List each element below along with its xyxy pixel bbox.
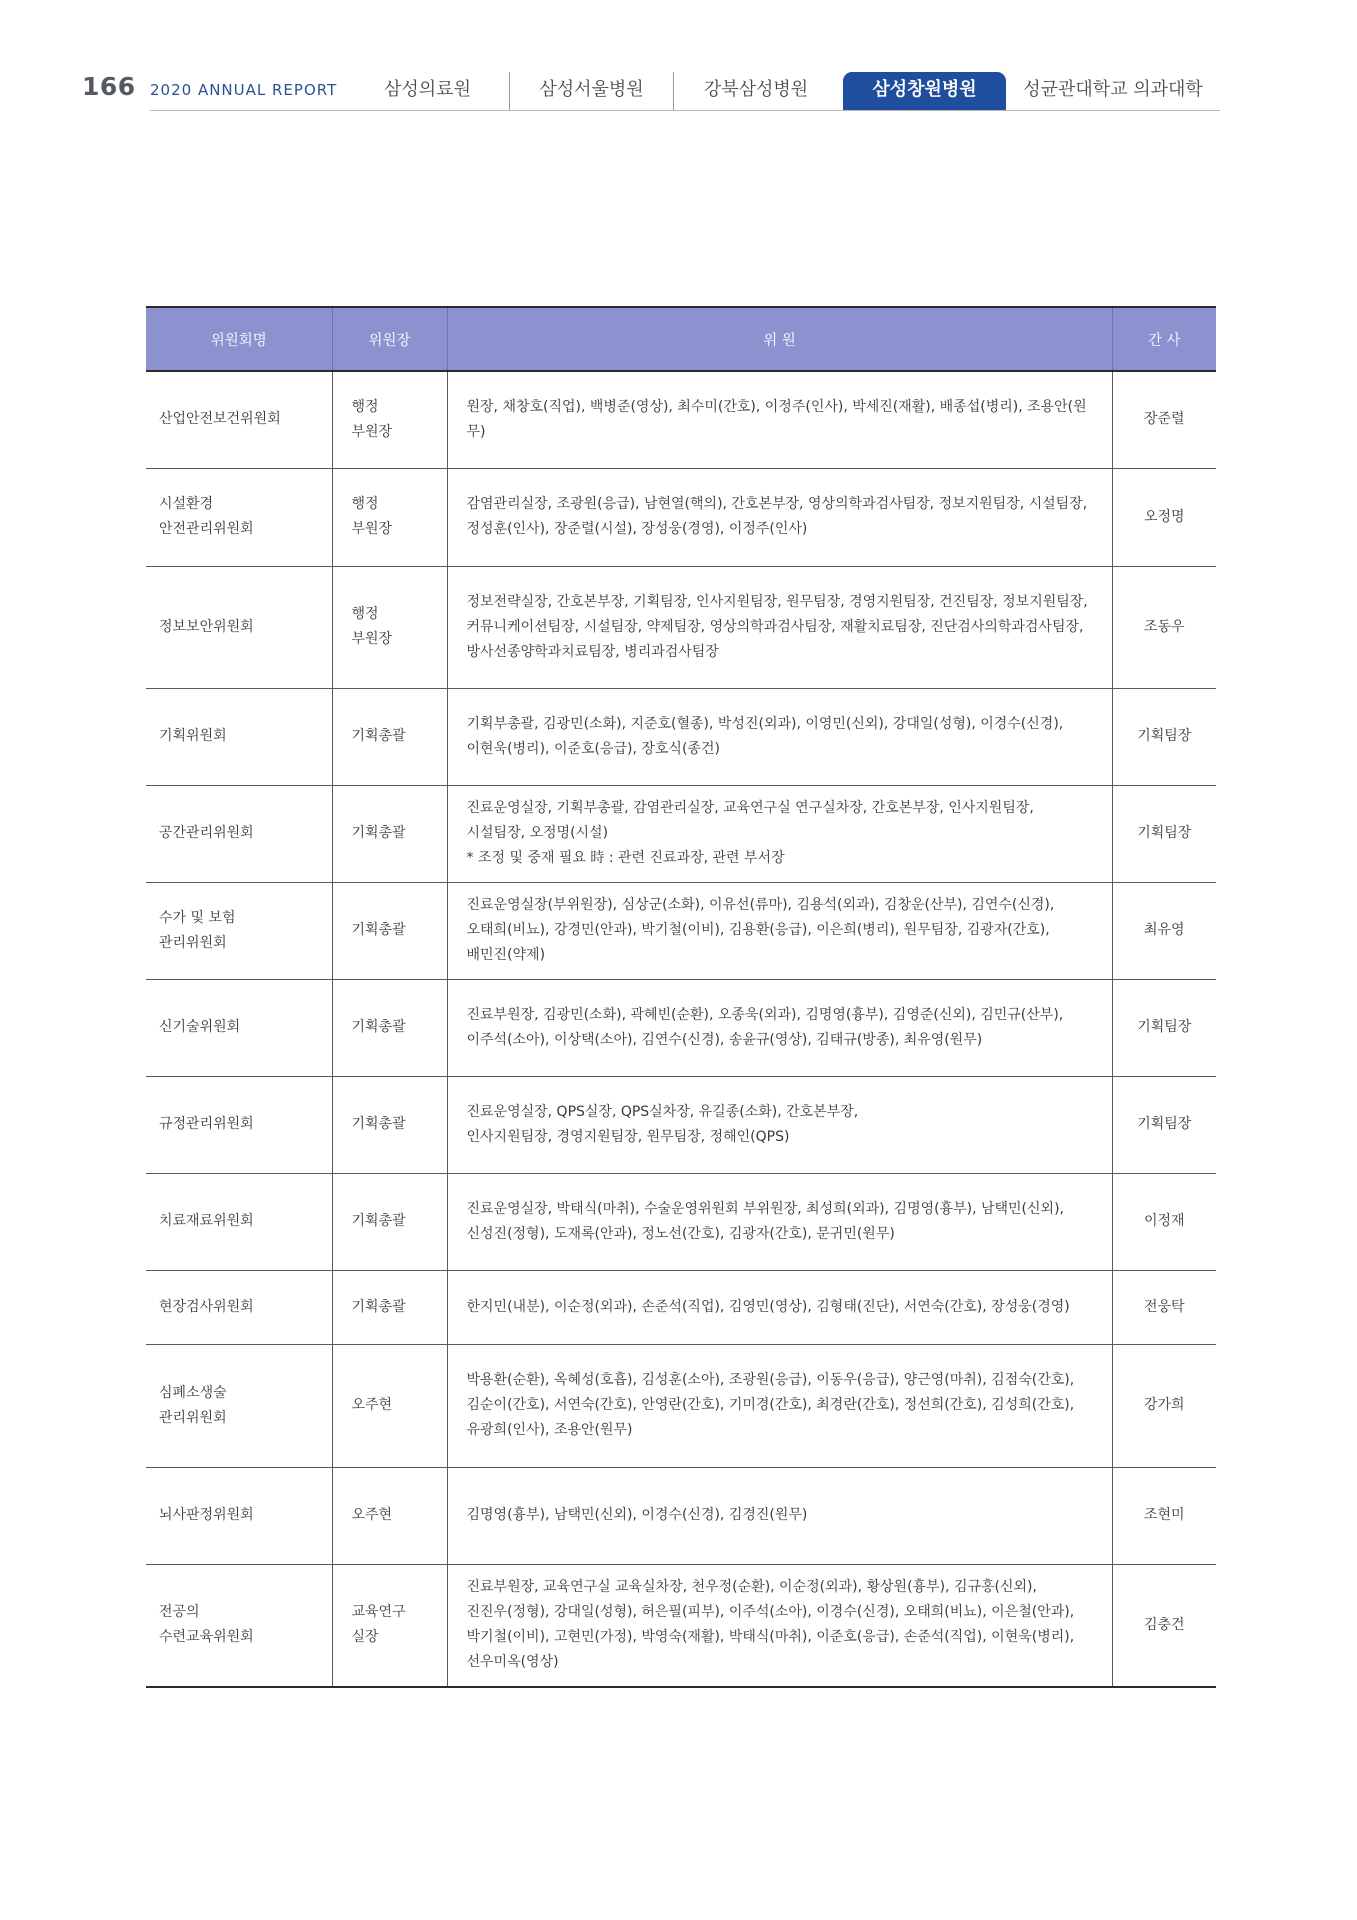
committee-secretary: 최유영 bbox=[1112, 882, 1216, 979]
committee-chair: 오주현 bbox=[332, 1344, 447, 1467]
committee-secretary: 기획팀장 bbox=[1112, 1076, 1216, 1173]
committee-name: 심폐소생술 관리위원회 bbox=[146, 1344, 332, 1467]
committee-secretary: 기획팀장 bbox=[1112, 688, 1216, 785]
committee-chair: 오주현 bbox=[332, 1467, 447, 1564]
committee-chair: 기획총괄 bbox=[332, 1076, 447, 1173]
header-members: 위 원 bbox=[447, 307, 1112, 371]
table-row bbox=[146, 1076, 1216, 1173]
committee-name: 규정관리위원회 bbox=[146, 1076, 332, 1173]
committee-secretary: 전웅탁 bbox=[1112, 1270, 1216, 1344]
header-secretary: 간 사 bbox=[1112, 307, 1216, 371]
committee-secretary: 기획팀장 bbox=[1112, 979, 1216, 1076]
committee-secretary: 김충건 bbox=[1112, 1564, 1216, 1687]
tab-samsung-changwon-hospital[interactable]: 삼성창원병원 bbox=[843, 72, 1006, 110]
tab-skku-medical-school[interactable]: 성균관대학교 의과대학 bbox=[1023, 79, 1203, 100]
committee-name: 산업안전보건위원회 bbox=[146, 371, 332, 468]
committee-name: 현장검사위원회 bbox=[146, 1270, 332, 1344]
table-row bbox=[146, 371, 1216, 468]
committee-members: 진료부원장, 김광민(소화), 곽혜빈(순환), 오종욱(외과), 김명영(흉부), 김영준(신외), 김민규(산부), 이주석(소아), 이상택(소아), 김연수(신경), 송윤규(영상), 김태규(방종), 최유영(원무) bbox=[447, 979, 1112, 1076]
committee-name: 치료재료위원회 bbox=[146, 1173, 332, 1270]
committee-chair: 교육연구 실장 bbox=[332, 1564, 447, 1687]
table-row bbox=[146, 785, 1216, 882]
table-row bbox=[146, 1467, 1216, 1564]
committee-chair: 기획총괄 bbox=[332, 979, 447, 1076]
committee-name: 정보보안위원회 bbox=[146, 566, 332, 688]
table-row bbox=[146, 1270, 1216, 1344]
table-row bbox=[146, 468, 1216, 566]
committee-secretary: 오정명 bbox=[1112, 468, 1216, 566]
table-row bbox=[146, 882, 1216, 979]
tab-samsung-medical-center[interactable]: 삼성의료원 bbox=[384, 79, 471, 100]
committee-chair: 행정 부원장 bbox=[332, 468, 447, 566]
tab-samsung-seoul-hospital[interactable]: 삼성서울병원 bbox=[509, 72, 673, 110]
committee-chair: 기획총괄 bbox=[332, 785, 447, 882]
table-header-row bbox=[146, 307, 1216, 371]
table-row bbox=[146, 1564, 1216, 1687]
page-number: 166 bbox=[82, 72, 136, 101]
committee-members: 진료운영실장(부위원장), 심상군(소화), 이유선(류마), 김용석(외과), 김창운(산부), 김연수(신경), 오태희(비뇨), 강경민(안과), 박기철(이비), 김용환(응급), 이은희(병리), 원무팀장, 김광자(간호), 배민진(약제) bbox=[447, 882, 1112, 979]
committee-secretary: 강가희 bbox=[1112, 1344, 1216, 1467]
section-tabs bbox=[0, 72, 1357, 110]
committee-members: 진료부원장, 교육연구실 교육실차장, 천우정(순환), 이순정(외과), 황상원(흉부), 김규홍(신외), 진진우(정형), 강대일(성형), 허은필(피부), 이주석(소아), 이경수(신경), 오태희(비뇨), 이은철(안과), 박기철(이비), 고현민(가정), 박영숙(재활), 박태식(마취), 이준호(응급), 손준석(직업), 이현욱(병리), 선우미옥(영상) bbox=[447, 1564, 1112, 1687]
tab-kangbuk-samsung-hospital[interactable]: 강북삼성병원 bbox=[673, 72, 838, 110]
committee-name: 시설환경 안전관리위원회 bbox=[146, 468, 332, 566]
committee-chair: 기획총괄 bbox=[332, 1173, 447, 1270]
table-row bbox=[146, 979, 1216, 1076]
committee-secretary: 조현미 bbox=[1112, 1467, 1216, 1564]
committee-members: 정보전략실장, 간호본부장, 기획팀장, 인사지원팀장, 원무팀장, 경영지원팀장, 건진팀장, 정보지원팀장, 커뮤니케이션팀장, 시설팀장, 약제팀장, 영상의학과검사팀장, 재활치료팀장, 진단검사의학과검사팀장, 방사선종양학과치료팀장, 병리과검사팀장 bbox=[447, 566, 1112, 688]
committee-secretary: 조동우 bbox=[1112, 566, 1216, 688]
report-title: 2020 ANNUAL REPORT bbox=[150, 81, 338, 99]
committee-name: 공간관리위원회 bbox=[146, 785, 332, 882]
header-rule bbox=[150, 110, 1220, 111]
committee-chair: 행정 부원장 bbox=[332, 566, 447, 688]
committee-secretary: 이정재 bbox=[1112, 1173, 1216, 1270]
committee-name: 신기술위원회 bbox=[146, 979, 332, 1076]
committee-name: 수가 및 보험 관리위원회 bbox=[146, 882, 332, 979]
committee-secretary: 기획팀장 bbox=[1112, 785, 1216, 882]
committee-name: 기획위원회 bbox=[146, 688, 332, 785]
committee-table bbox=[146, 306, 1216, 1688]
committee-members: 한지민(내분), 이순정(외과), 손준석(직업), 김영민(영상), 김형태(진단), 서연숙(간호), 장성웅(경영) bbox=[447, 1270, 1112, 1344]
committee-members: 진료운영실장, 박태식(마취), 수술운영위원회 부위원장, 최성희(외과), 김명영(흉부), 남택민(신외), 신성진(정형), 도재록(안과), 정노선(간호), 김광자(간호), 문귀민(원무) bbox=[447, 1173, 1112, 1270]
committee-secretary: 장준렬 bbox=[1112, 371, 1216, 468]
committee-members: 김명영(흉부), 남택민(신외), 이경수(신경), 김경진(원무) bbox=[447, 1467, 1112, 1564]
committee-chair: 기획총괄 bbox=[332, 688, 447, 785]
committee-members: 원장, 채창호(직업), 백병준(영상), 최수미(간호), 이정주(인사), 박세진(재활), 배종섭(병리), 조용안(원무) bbox=[447, 371, 1112, 468]
committee-chair: 기획총괄 bbox=[332, 1270, 447, 1344]
header-committee-name: 위원회명 bbox=[146, 307, 332, 371]
table-row bbox=[146, 1344, 1216, 1467]
committee-members: 기획부총괄, 김광민(소화), 지준호(혈종), 박성진(외과), 이영민(신외), 강대일(성형), 이경수(신경), 이현욱(병리), 이준호(응급), 장호식(종건) bbox=[447, 688, 1112, 785]
table-row bbox=[146, 688, 1216, 785]
committee-name: 뇌사판정위원회 bbox=[146, 1467, 332, 1564]
table-row bbox=[146, 1173, 1216, 1270]
committee-chair: 행정 부원장 bbox=[332, 371, 447, 468]
table-row bbox=[146, 566, 1216, 688]
header-chair: 위원장 bbox=[332, 307, 447, 371]
committee-members: 진료운영실장, 기획부총괄, 감염관리실장, 교육연구실 연구실차장, 간호본부장, 인사지원팀장, 시설팀장, 오정명(시설) * 조정 및 중재 필요 時 : 관련 진료과장, 관련 부서장 bbox=[447, 785, 1112, 882]
committee-members: 진료운영실장, QPS실장, QPS실차장, 유길종(소화), 간호본부장, 인사지원팀장, 경영지원팀장, 원무팀장, 정해인(QPS) bbox=[447, 1076, 1112, 1173]
committee-chair: 기획총괄 bbox=[332, 882, 447, 979]
committee-members: 감염관리실장, 조광원(응급), 남현열(핵의), 간호본부장, 영상의학과검사팀장, 정보지원팀장, 시설팀장, 정성훈(인사), 장준렬(시설), 장성웅(경영), 이정주(인사) bbox=[447, 468, 1112, 566]
committee-members: 박용환(순환), 옥혜성(호흡), 김성훈(소아), 조광원(응급), 이동우(응급), 양근영(마취), 김점숙(간호), 김순이(간호), 서연숙(간호), 안영란(간호), 기미경(간호), 최경란(간호), 정선희(간호), 김성희(간호), 유광희(인사), 조용안(원무) bbox=[447, 1344, 1112, 1467]
committee-name: 전공의 수련교육위원회 bbox=[146, 1564, 332, 1687]
